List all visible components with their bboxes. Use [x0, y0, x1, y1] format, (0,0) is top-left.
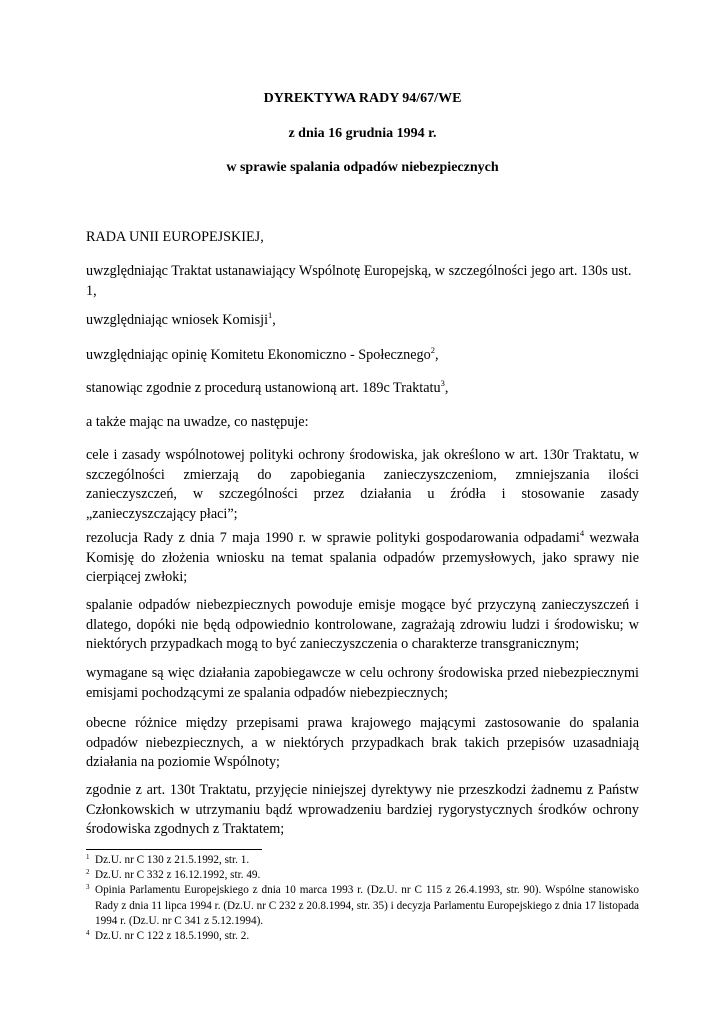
whereas-objectives: cele i zasady wspólnotowej polityki ochrony środowiska, jak określono w art. 130r Traktatu, w szczególności zmierzają do zapobiegania zanieczyszczeniom, zmniejszania ilości zanieczyszczeń, w szczególności przez działania u źródła i stosowanie zasady „zanieczyszczający płaci”; — [86, 447, 639, 522]
recital-esc — [86, 346, 639, 366]
whereas-article-130t: zgodnie z art. 130t Traktatu, przyjęcie niniejszej dyrektywy nie przeszkodzi żadnemu z Państw Członkowskich w utrzymaniu bądź wprowadzeniu bardziej rygorystycznych środków ochrony środowiska zgodnych z Traktatem; — [86, 782, 639, 837]
footnote-number: 4 — [86, 929, 90, 938]
footnote-separator — [86, 849, 262, 850]
footnote-text: Opinia Parlamentu Europejskiego z dnia 10 marca 1993 r. (Dz.U. nr C 115 z 26.4.1993, str. 90). Wspólne stanowisko Rady z dnia 11 lipca 1994 r. (Dz.U. nr C 232 z 20.8.1994, str. 35) i decyzja Parlamentu Europejskiego z dnia 17 listopada 1994 r. (Dz.U. nr C 341 z 5.12.1994). — [95, 884, 639, 927]
recital-treaty: uwzględniając Traktat ustanawiający Wspólnotę Europejską, w szczególności jego art. 130s ust. 1, — [86, 263, 632, 299]
recital-procedure-text: stanowiąc zgodnie z procedurą ustanowioną art. 189c Traktatu — [86, 380, 441, 396]
footnote-text: Dz.U. nr C 122 z 18.5.1990, str. 2. — [95, 930, 250, 943]
footnote-2 — [86, 868, 639, 883]
whereas-resolution-text: rezolucja Rady z dnia 7 maja 1990 r. w sprawie polityki gospodarowania odpadami — [86, 530, 580, 546]
recital-procedure-tail: , — [444, 380, 449, 396]
recital-esc-text: uwzględniając opinię Komitetu Ekonomiczno - Społecznego — [86, 347, 431, 363]
footnotes — [86, 853, 639, 944]
recital-commission-tail: , — [272, 312, 276, 328]
whereas-emissions: spalanie odpadów niebezpiecznych powoduje emisje mogące być przyczyną zanieczyszczeń i dlatego, dopóki nie będą odpowiednio kontrolowane, zagrażają zdrowiu ludzi i środowisku; w niektórych przypadkach mogą to być zanieczyszczenia o charakterze transgranicznym; — [86, 597, 639, 652]
whereas-resolution — [86, 529, 639, 588]
footnote-ref-3[interactable]: 3 — [440, 378, 445, 388]
footnote-4 — [86, 929, 639, 944]
document-subject: w sprawie spalania odpadów niebezpiecznych — [226, 160, 499, 175]
document-date: z dnia 16 grudnia 1994 r. — [288, 126, 437, 141]
footnote-ref-4[interactable]: 4 — [579, 528, 585, 538]
document-title: DYREKTYWA RADY 94/67/WE — [263, 91, 462, 106]
council-heading: RADA UNII EUROPEJSKIEJ, — [86, 229, 264, 245]
footnote-number: 2 — [86, 868, 90, 877]
footnote-ref-2[interactable]: 2 — [430, 345, 435, 355]
whereas-preventive: wymagane są więc działania zapobiegawcze w celu ochrony środowiska przed niebezpiecznymi emisjami pochodzącymi ze spalania odpadów niebezpiecznych; — [86, 665, 639, 701]
recital-commission — [86, 311, 639, 331]
footnote-number: 1 — [86, 853, 90, 861]
recital-commission-text: uwzględniając wniosek Komisji — [86, 312, 269, 328]
footnote-1 — [86, 853, 639, 868]
footnote-text: Dz.U. nr C 130 z 21.5.1992, str. 1. — [95, 854, 250, 866]
footnote-number: 3 — [86, 883, 90, 892]
footnote-text: Dz.U. nr C 332 z 16.12.1992, str. 49. — [95, 869, 261, 882]
whereas-differences: obecne różnice między przepisami prawa krajowego mającymi zastosowanie do spalania odpadów niebezpiecznych, a w niektórych przypadkach brak takich przepisów uzasadniają działania na poziomie Wspólnoty; — [86, 715, 639, 770]
footnote-ref-1[interactable]: 1 — [268, 310, 273, 320]
footnote-3 — [86, 883, 639, 929]
whereas-resolution-tail: wezwała Komisję do złożenia wniosku na temat spalania odpadów przemysłowych, jako sprawy nie cierpiącej zwłoki; — [86, 530, 640, 585]
recital-esc-tail: , — [434, 347, 439, 363]
whereas-intro: a także mając na uwadze, co następuje: — [86, 414, 309, 430]
recital-procedure — [86, 379, 639, 399]
